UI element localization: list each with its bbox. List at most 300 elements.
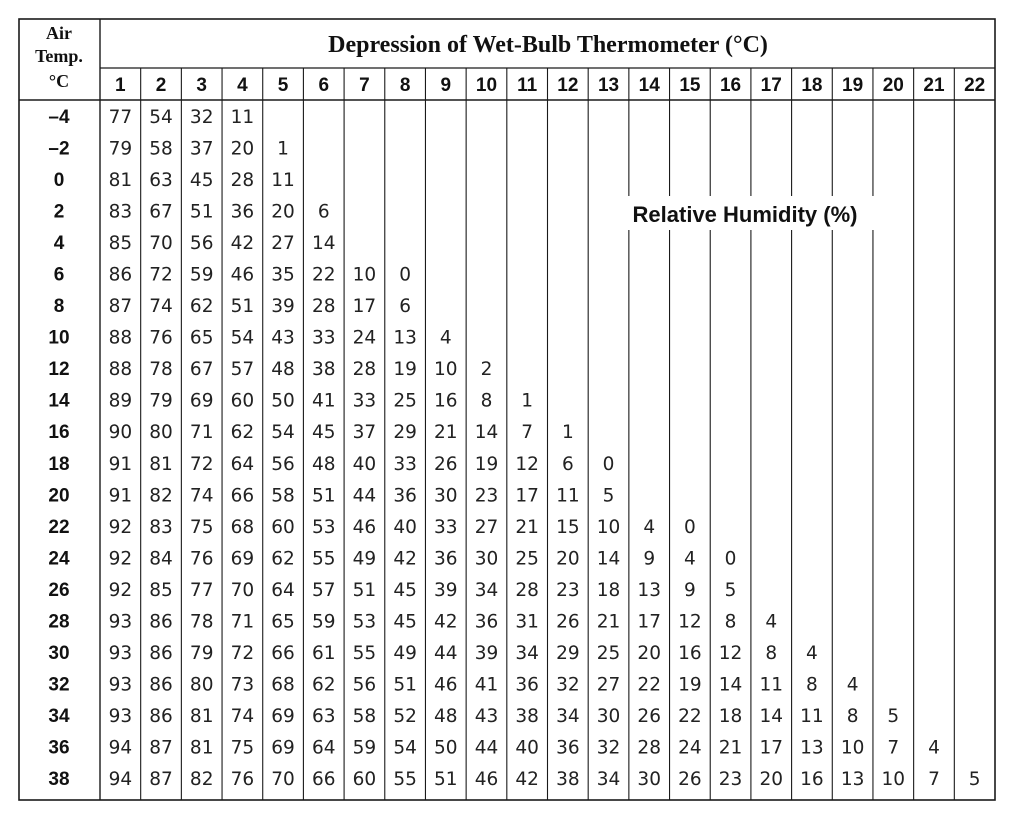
table-cell: 40 xyxy=(352,453,377,475)
table-cell: 53 xyxy=(352,611,377,633)
table-cell: 56 xyxy=(271,453,295,475)
table-cell: 44 xyxy=(434,643,458,665)
table-cell: 64 xyxy=(230,453,255,475)
row-temp-label: 18 xyxy=(48,453,70,475)
row-temp-label: 14 xyxy=(48,390,70,412)
table-cell: 69 xyxy=(230,548,255,570)
table-cell: 84 xyxy=(149,548,173,570)
table-cell: 45 xyxy=(393,579,417,601)
table-cell: 32 xyxy=(189,106,214,128)
table-cell: 55 xyxy=(311,548,336,570)
column-header: 7 xyxy=(359,75,370,96)
table-cell: 42 xyxy=(515,769,539,791)
table-cell: 81 xyxy=(149,453,173,475)
table-cell: 11 xyxy=(271,169,295,191)
table-cell: 43 xyxy=(271,327,295,349)
table-cell: 46 xyxy=(434,674,458,696)
table-cell: 78 xyxy=(189,611,214,633)
table-cell: 10 xyxy=(881,769,906,791)
table-cell: 16 xyxy=(678,643,702,665)
table-cell: 5 xyxy=(602,485,615,507)
table-cell: 32 xyxy=(596,737,621,759)
table-cell: 13 xyxy=(393,327,417,349)
row-temp-label: 26 xyxy=(48,579,70,601)
table-cell: 14 xyxy=(759,706,784,728)
table-cell: 11 xyxy=(556,485,580,507)
table-cell: 83 xyxy=(108,201,133,223)
row-temp-label: 28 xyxy=(48,611,70,633)
table-cell: 4 xyxy=(765,611,778,633)
table-cell: 34 xyxy=(515,643,539,665)
overlay xyxy=(611,196,879,230)
row-temp-label: 30 xyxy=(48,643,70,665)
table-cell: 20 xyxy=(556,548,580,570)
table-cell: 24 xyxy=(352,327,377,349)
table-cell: 14 xyxy=(474,422,499,444)
row-temp-label: 12 xyxy=(48,359,70,381)
corner-line-temp: Temp. xyxy=(35,46,83,66)
table-cell: 91 xyxy=(108,453,133,475)
table-cell: 9 xyxy=(683,579,696,601)
table-cell: 22 xyxy=(311,264,336,286)
table-cell: 81 xyxy=(189,706,214,728)
table-cell: 68 xyxy=(271,674,295,696)
table-cell: 17 xyxy=(759,737,784,759)
table-cell: 90 xyxy=(108,422,133,444)
column-header: 13 xyxy=(597,75,620,96)
table-cell: 58 xyxy=(352,706,377,728)
table-cell: 59 xyxy=(352,737,377,759)
table-cell: 55 xyxy=(352,643,377,665)
table-cell: 8 xyxy=(480,390,493,412)
column-header: 15 xyxy=(679,75,701,96)
table-cell: 19 xyxy=(678,674,702,696)
table-cell: 11 xyxy=(230,106,255,128)
table-cell: 51 xyxy=(230,296,255,318)
table-cell: 70 xyxy=(149,232,173,254)
table-cell: 8 xyxy=(806,674,818,696)
table-cell: 38 xyxy=(515,706,539,728)
table-cell: 51 xyxy=(393,674,417,696)
table-cell: 23 xyxy=(718,769,743,791)
column-header: 19 xyxy=(842,75,864,96)
table-cell: 59 xyxy=(189,264,214,286)
table-cell: 4 xyxy=(806,643,818,665)
table-cell: 20 xyxy=(271,201,295,223)
table-cell: 58 xyxy=(149,138,173,160)
table-cell: 56 xyxy=(189,232,214,254)
table-cell: 12 xyxy=(515,453,539,475)
table-cell: 20 xyxy=(637,643,661,665)
row-temp-label: 22 xyxy=(48,516,70,538)
table-cell: 51 xyxy=(189,201,214,223)
table-cell: 32 xyxy=(556,674,580,696)
table-cell: 4 xyxy=(439,327,452,349)
table-cell: 22 xyxy=(678,706,702,728)
table-cell: 65 xyxy=(271,611,295,633)
table-cell: 74 xyxy=(149,296,173,318)
table-cell: 13 xyxy=(840,769,865,791)
column-header: 3 xyxy=(196,75,207,96)
row-temp-label: 24 xyxy=(48,548,70,570)
table-cell: 14 xyxy=(718,674,743,696)
table-cell: 34 xyxy=(596,769,621,791)
table-cell: 77 xyxy=(189,579,214,601)
column-header: 12 xyxy=(557,75,579,96)
table-cell: 69 xyxy=(271,706,295,728)
table-cell: 34 xyxy=(474,579,499,601)
table-cell: 91 xyxy=(108,485,133,507)
table-cell: 26 xyxy=(637,706,661,728)
corner-line-air: Air xyxy=(46,23,72,43)
table-cell: 79 xyxy=(149,390,173,412)
table-cell: 10 xyxy=(596,516,621,538)
table-cell: 33 xyxy=(311,327,336,349)
table-cell: 38 xyxy=(311,359,336,381)
table-cell: 38 xyxy=(556,769,580,791)
table-cell: 37 xyxy=(189,138,214,160)
table-cell: 36 xyxy=(434,548,458,570)
table-cell: 93 xyxy=(108,611,133,633)
table-cell: 64 xyxy=(311,737,336,759)
table-cell: 94 xyxy=(108,737,133,759)
table-cell: 82 xyxy=(189,769,214,791)
column-header: 11 xyxy=(517,75,538,96)
table-cell: 68 xyxy=(230,516,255,538)
table-cell: 0 xyxy=(724,548,737,570)
table-cell: 49 xyxy=(393,643,417,665)
table-cell: 26 xyxy=(556,611,580,633)
table-cell: 29 xyxy=(393,422,417,444)
table-cell: 27 xyxy=(596,674,621,696)
table-cell: 86 xyxy=(108,264,133,286)
table-cell: 36 xyxy=(230,201,255,223)
row-temp-label: 20 xyxy=(48,485,70,507)
table-title: Depression of Wet-Bulb Thermometer (°C) xyxy=(328,32,768,58)
table-cell: 13 xyxy=(800,737,824,759)
table-cell: 16 xyxy=(800,769,824,791)
table-cell: 4 xyxy=(643,516,656,538)
table-cell: 13 xyxy=(637,579,661,601)
table-cell: 0 xyxy=(399,264,412,286)
column-header: 6 xyxy=(318,75,330,96)
column-header: 4 xyxy=(237,75,248,96)
row-temp-label: 38 xyxy=(48,769,70,791)
table-cell: 62 xyxy=(189,296,214,318)
table-cell: 6 xyxy=(399,296,412,318)
table-cell: 4 xyxy=(928,737,940,759)
table-cell: 66 xyxy=(230,485,255,507)
column-header: 2 xyxy=(155,75,167,96)
table-cell: 48 xyxy=(434,706,458,728)
table-cell: 10 xyxy=(434,359,458,381)
table-cell: 24 xyxy=(678,737,702,759)
table-cell: 28 xyxy=(352,359,377,381)
table-cell: 61 xyxy=(311,643,336,665)
table-cell: 58 xyxy=(271,485,295,507)
table-cell: 4 xyxy=(846,674,859,696)
table-cell: 14 xyxy=(596,548,621,570)
table-cell: 17 xyxy=(637,611,661,633)
table-cell: 87 xyxy=(149,769,173,791)
table-cell: 48 xyxy=(311,453,336,475)
table-cell: 69 xyxy=(271,737,295,759)
table-cell: 67 xyxy=(149,201,173,223)
table-cell: 36 xyxy=(515,674,539,696)
table-cell: 18 xyxy=(596,579,621,601)
table-cell: 12 xyxy=(678,611,702,633)
table-cell: 29 xyxy=(556,643,580,665)
table-cell: 40 xyxy=(393,516,417,538)
table-cell: 60 xyxy=(352,769,377,791)
table-cell: 28 xyxy=(515,579,539,601)
table-cell: 17 xyxy=(515,485,539,507)
table-cell: 70 xyxy=(230,579,255,601)
table-cell: 7 xyxy=(887,737,900,759)
table-cell: 5 xyxy=(724,579,737,601)
table-cell: 45 xyxy=(393,611,417,633)
table-cell: 7 xyxy=(928,769,940,791)
table-cell: 22 xyxy=(637,674,661,696)
column-header: 8 xyxy=(399,75,411,96)
table-cell: 19 xyxy=(393,359,417,381)
column-header: 10 xyxy=(475,75,498,96)
table-cell: 2 xyxy=(480,359,493,381)
table-cell: 42 xyxy=(434,611,458,633)
table-cell: 10 xyxy=(840,737,865,759)
table-cell: 25 xyxy=(393,390,417,412)
table-cell: 66 xyxy=(311,769,336,791)
table-cell: 79 xyxy=(108,138,133,160)
table-cell: 46 xyxy=(230,264,255,286)
table-cell: 86 xyxy=(149,706,173,728)
table-cell: 57 xyxy=(230,359,255,381)
table-cell: 88 xyxy=(108,359,133,381)
table-cell: 48 xyxy=(271,359,295,381)
table-cell: 8 xyxy=(846,706,859,728)
table-cell: 27 xyxy=(271,232,295,254)
table-cell: 63 xyxy=(149,169,173,191)
table-cell: 92 xyxy=(108,579,133,601)
table-cell: 50 xyxy=(271,390,295,412)
table-cell: 33 xyxy=(393,453,417,475)
table-cell: 70 xyxy=(271,769,295,791)
table-cell: 44 xyxy=(474,737,499,759)
table-cell: 86 xyxy=(149,643,173,665)
table-cell: 21 xyxy=(434,422,458,444)
table-cell: 71 xyxy=(189,422,214,444)
table-cell: 75 xyxy=(230,737,255,759)
table-cell: 73 xyxy=(230,674,255,696)
table-cell: 14 xyxy=(311,232,336,254)
column-header: 22 xyxy=(964,75,986,96)
row-temp-label: 0 xyxy=(53,169,65,191)
table-cell: 25 xyxy=(596,643,621,665)
table-cell: 85 xyxy=(108,232,133,254)
table-cell: 21 xyxy=(515,516,539,538)
table-cell: 66 xyxy=(271,643,295,665)
table-cell: 60 xyxy=(271,516,295,538)
table-cell: 28 xyxy=(311,296,336,318)
table-cell: 72 xyxy=(230,643,255,665)
table-cell: 80 xyxy=(149,422,173,444)
table-cell: 27 xyxy=(474,516,499,538)
table-cell: 54 xyxy=(393,737,417,759)
table-cell: 69 xyxy=(189,390,214,412)
table-cell: 17 xyxy=(352,296,377,318)
table-cell: 31 xyxy=(515,611,539,633)
row-temp-label: 32 xyxy=(48,674,70,696)
table-cell: 33 xyxy=(352,390,377,412)
table-cell: 43 xyxy=(474,706,499,728)
table-cell: 0 xyxy=(683,516,696,538)
table-cell: 65 xyxy=(189,327,214,349)
table-cell: 41 xyxy=(311,390,336,412)
row-temp-label: 2 xyxy=(53,201,65,223)
table-cell: 28 xyxy=(637,737,661,759)
table-cell: 92 xyxy=(108,516,133,538)
table-cell: 30 xyxy=(596,706,621,728)
table-cell: 52 xyxy=(393,706,417,728)
table-cell: 1 xyxy=(561,422,574,444)
table-cell: 21 xyxy=(596,611,621,633)
table-cell: 20 xyxy=(230,138,255,160)
table-cell: 12 xyxy=(718,643,743,665)
column-header: 21 xyxy=(923,75,945,96)
table-cell: 4 xyxy=(683,548,696,570)
table-cell: 57 xyxy=(311,579,336,601)
table-cell: 92 xyxy=(108,548,133,570)
table-cell: 44 xyxy=(352,485,377,507)
table-cell: 76 xyxy=(189,548,214,570)
row-temp-label: 6 xyxy=(53,264,65,286)
table-cell: 30 xyxy=(434,485,458,507)
table-cell: 80 xyxy=(189,674,214,696)
table-cell: 8 xyxy=(724,611,737,633)
table-cell: 39 xyxy=(434,579,458,601)
table-cell: 76 xyxy=(149,327,173,349)
table-cell: 51 xyxy=(434,769,458,791)
table-cell: 36 xyxy=(556,737,580,759)
table-cell: 85 xyxy=(149,579,173,601)
table-cell: 60 xyxy=(230,390,255,412)
table-cell: 36 xyxy=(474,611,499,633)
table-cell: 54 xyxy=(271,422,295,444)
row-temp-label: 10 xyxy=(48,327,70,349)
table-cell: 71 xyxy=(230,611,255,633)
table-cell: 20 xyxy=(759,769,784,791)
table-cell: 94 xyxy=(108,769,133,791)
table-cell: 37 xyxy=(352,422,377,444)
corner-line-unit: °C xyxy=(48,71,70,91)
table-cell: 30 xyxy=(474,548,499,570)
table-cell: 74 xyxy=(189,485,214,507)
table-cell: 75 xyxy=(189,516,214,538)
table-cell: 67 xyxy=(189,359,214,381)
table-cell: 79 xyxy=(189,643,214,665)
table-cell: 81 xyxy=(189,737,214,759)
column-header: 1 xyxy=(115,75,126,96)
table-cell: 39 xyxy=(271,296,295,318)
table-cell: 63 xyxy=(311,706,336,728)
table-cell: 21 xyxy=(718,737,743,759)
table-cell: 25 xyxy=(515,548,539,570)
row-temp-label: 8 xyxy=(53,296,65,318)
column-header: 20 xyxy=(882,75,904,96)
table-cell: 40 xyxy=(515,737,539,759)
table-cell: 10 xyxy=(352,264,377,286)
table-cell: 19 xyxy=(474,453,499,475)
table-cell: 15 xyxy=(556,516,580,538)
table-cell: 77 xyxy=(108,106,133,128)
table-cell: 62 xyxy=(311,674,336,696)
table-cell: 93 xyxy=(108,643,133,665)
column-header: 14 xyxy=(638,75,660,96)
table-cell: 54 xyxy=(230,327,255,349)
table-cell: 42 xyxy=(393,548,417,570)
row-temp-label: –2 xyxy=(48,138,70,160)
table-cell: 88 xyxy=(108,327,133,349)
table-cell: 81 xyxy=(108,169,133,191)
table-cell: 11 xyxy=(759,674,784,696)
row-temp-label: 36 xyxy=(48,737,70,759)
table-cell: 18 xyxy=(718,706,743,728)
table-cell: 83 xyxy=(149,516,173,538)
table-cell: 76 xyxy=(230,769,255,791)
relative-humidity-label: Relative Humidity (%) xyxy=(632,202,858,227)
table-cell: 87 xyxy=(108,296,133,318)
table-cell: 1 xyxy=(521,390,534,412)
table-cell: 46 xyxy=(352,516,377,538)
table-cell: 87 xyxy=(149,737,173,759)
table-cell: 82 xyxy=(149,485,173,507)
table-cell: 6 xyxy=(317,201,330,223)
table-cell: 78 xyxy=(149,359,173,381)
table-cell: 46 xyxy=(474,769,499,791)
table-cell: 28 xyxy=(230,169,255,191)
table-cell: 45 xyxy=(189,169,214,191)
table-cell: 7 xyxy=(521,422,534,444)
row-temp-label: 34 xyxy=(48,706,70,728)
table-cell: 62 xyxy=(271,548,295,570)
table-cell: 5 xyxy=(887,706,900,728)
table-cell: 45 xyxy=(311,422,336,444)
table-cell: 59 xyxy=(311,611,336,633)
table-cell: 64 xyxy=(271,579,295,601)
table-cell: 34 xyxy=(556,706,580,728)
table-cell: 50 xyxy=(434,737,458,759)
table-cell: 93 xyxy=(108,706,133,728)
table-cell: 23 xyxy=(474,485,499,507)
table-cell: 6 xyxy=(561,453,574,475)
table-cell: 35 xyxy=(271,264,295,286)
table-cell: 51 xyxy=(311,485,336,507)
row-temp-label: 4 xyxy=(53,232,65,254)
column-header: 16 xyxy=(719,75,742,96)
table-cell: 26 xyxy=(434,453,458,475)
column-header: 9 xyxy=(440,75,452,96)
table-cell: 74 xyxy=(230,706,255,728)
table-cell: 33 xyxy=(434,516,458,538)
table-cell: 86 xyxy=(149,611,173,633)
table-cell: 0 xyxy=(602,453,615,475)
table-cell: 1 xyxy=(277,138,289,160)
table-cell: 54 xyxy=(149,106,173,128)
table-cell: 16 xyxy=(434,390,458,412)
table-cell: 42 xyxy=(230,232,255,254)
table-cell: 9 xyxy=(643,548,656,570)
table-cell: 39 xyxy=(474,643,499,665)
